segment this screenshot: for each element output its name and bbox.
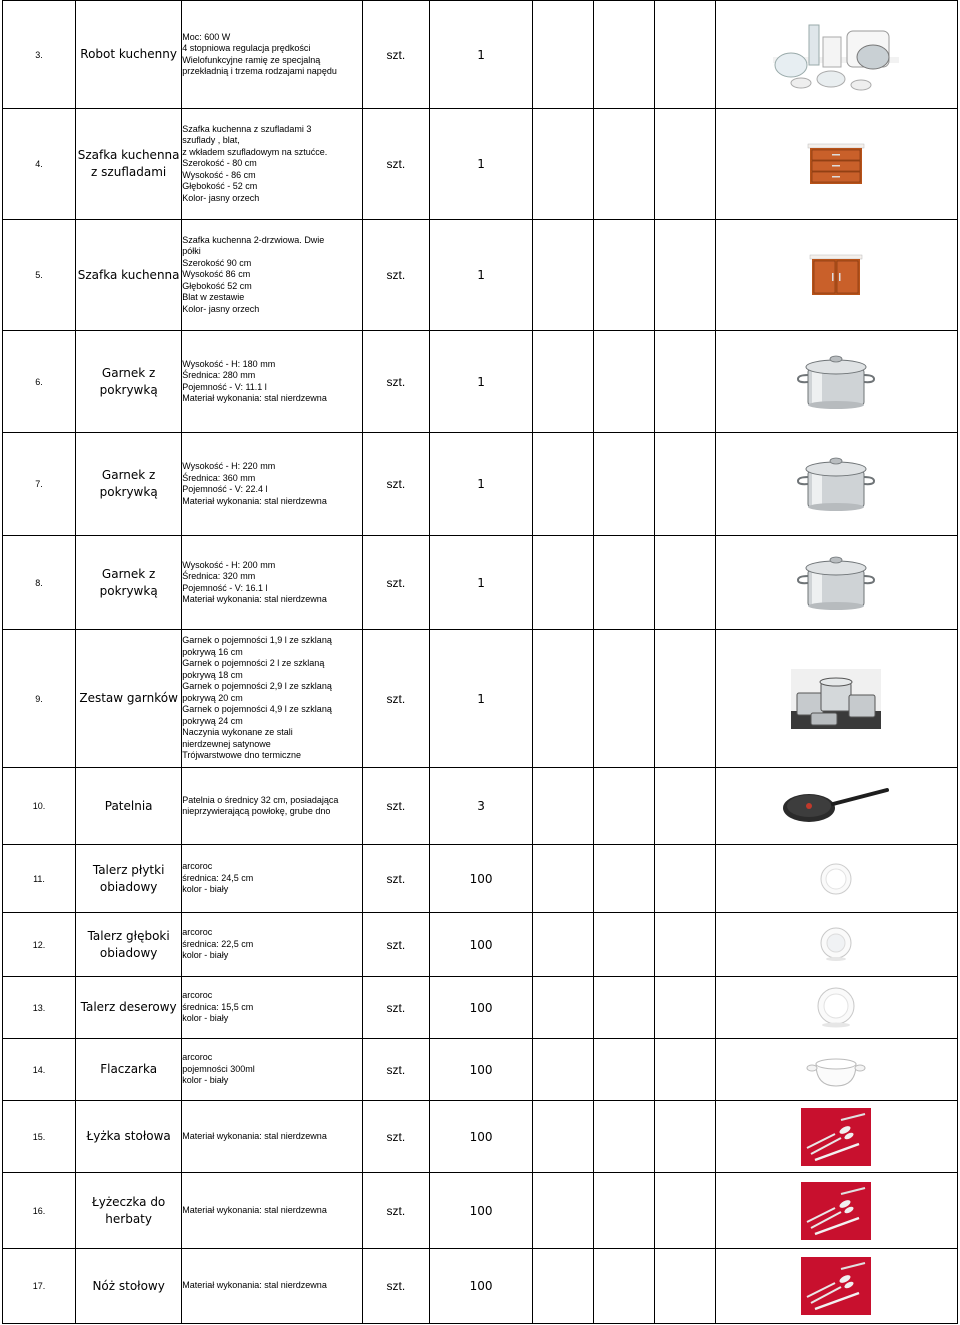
empty-cell: [533, 913, 594, 977]
item-quantity: 100: [430, 1249, 533, 1324]
description-line: Wysokość - H: 200 mm: [182, 559, 276, 570]
item-number: 17.: [3, 1249, 76, 1324]
description-line: 4 stopniowa regulacja prędkości: [182, 43, 311, 53]
item-number: 12.: [3, 913, 76, 977]
description-line: Materiał wykonania: stal nierdzewna: [182, 1130, 327, 1141]
description-line: Średnica: 360 mm: [182, 472, 256, 483]
empty-cell: [533, 1101, 594, 1173]
empty-cell: [533, 768, 594, 845]
empty-cell: [533, 845, 594, 913]
description-line: Garnek o pojemności 2 l ze szklaną: [182, 658, 325, 669]
pot-icon: [794, 353, 878, 411]
item-number: 6.: [3, 331, 76, 433]
description-line: pokrywą 18 cm: [182, 669, 243, 680]
description-line: Materiał wykonania: stal nierdzewna: [182, 1280, 327, 1291]
item-image: [715, 1249, 957, 1324]
item-name: Łyżeczka do herbaty: [76, 1173, 182, 1249]
empty-cell: [654, 331, 715, 433]
item-number: 3.: [3, 1, 76, 109]
cutlery-icon: [801, 1257, 871, 1315]
empty-cell: [593, 536, 654, 630]
item-unit: szt.: [362, 913, 430, 977]
description-line: Garnek o pojemności 4,9 l ze szklaną: [182, 704, 332, 715]
item-unit: szt.: [362, 220, 430, 331]
empty-cell: [533, 1173, 594, 1249]
food-processor-icon: [771, 17, 901, 93]
item-unit: szt.: [362, 845, 430, 913]
table-row: [3, 977, 958, 1039]
description-line: Wysokość 86 cm: [182, 269, 251, 280]
item-name: Szafka kuchenna z szufladami: [76, 109, 182, 220]
description-line: nieprzywierającą powłokę, grube dno: [182, 806, 331, 816]
empty-cell: [654, 913, 715, 977]
item-description: [182, 1249, 362, 1324]
empty-cell: [533, 331, 594, 433]
pot-set-icon: [791, 669, 881, 729]
item-quantity: 1: [430, 536, 533, 630]
description-line: kolor - biały: [182, 950, 229, 961]
empty-cell: [533, 536, 594, 630]
item-unit: szt.: [362, 109, 430, 220]
table-row: [3, 1, 958, 109]
empty-cell: [593, 220, 654, 331]
empty-cell: [654, 1, 715, 109]
item-image: [715, 433, 957, 536]
item-name: Patelnia: [76, 768, 182, 845]
item-quantity: 1: [430, 630, 533, 768]
flat-plate-icon: [819, 862, 853, 896]
item-name: Garnek z pokrywką: [76, 433, 182, 536]
description-line: Głębokość 52 cm: [182, 280, 252, 291]
table-row: [3, 331, 958, 433]
description-line: Trójwarstwowe dno termiczne: [182, 750, 301, 761]
cutlery-icon: [801, 1108, 871, 1166]
description-line: Garnek o pojemności 1,9 l ze szklaną: [182, 635, 332, 646]
item-description: [182, 109, 362, 220]
item-description: [182, 913, 362, 977]
item-number: 8.: [3, 536, 76, 630]
description-line: arcoroc: [182, 927, 213, 938]
item-unit: szt.: [362, 1249, 430, 1324]
item-image: [715, 1173, 957, 1249]
item-unit: szt.: [362, 1101, 430, 1173]
item-unit: szt.: [362, 768, 430, 845]
table-row: [3, 630, 958, 768]
item-unit: szt.: [362, 977, 430, 1039]
item-image: [715, 977, 957, 1039]
item-image: [715, 1, 957, 109]
item-quantity: 100: [430, 1173, 533, 1249]
item-number: 16.: [3, 1173, 76, 1249]
description-line: Materiał wykonania: stal nierdzewna: [182, 1204, 327, 1215]
empty-cell: [593, 109, 654, 220]
empty-cell: [593, 433, 654, 536]
description-line: Pojemność - V: 11.1 l: [182, 381, 267, 392]
cutlery-icon: [801, 1182, 871, 1240]
description-line: Materiał wykonania: stal nierdzewna: [182, 393, 327, 403]
table-row: [3, 109, 958, 220]
item-name: Zestaw garnków: [76, 630, 182, 768]
description-line: pokrywą 16 cm: [182, 646, 243, 657]
description-line: arcoroc: [182, 990, 213, 1001]
item-image: [715, 536, 957, 630]
item-name: Robot kuchenny: [76, 1, 182, 109]
item-unit: szt.: [362, 630, 430, 768]
item-description: [182, 536, 362, 630]
item-image: [715, 1101, 957, 1173]
description-line: z wkładem szufladowym na sztućce.: [182, 146, 328, 157]
item-unit: szt.: [362, 1039, 430, 1101]
soup-bowl-icon: [806, 1050, 866, 1090]
item-image: [715, 331, 957, 433]
table-row: [3, 1173, 958, 1249]
item-description: [182, 768, 362, 845]
item-image: [715, 768, 957, 845]
description-line: Moc: 600 W: [182, 31, 231, 42]
description-line: średnica: 15,5 cm: [182, 1001, 254, 1012]
empty-cell: [593, 768, 654, 845]
item-image: [715, 913, 957, 977]
empty-cell: [654, 220, 715, 331]
item-name: Talerz płytki obiadowy: [76, 845, 182, 913]
description-line: pokrywą 24 cm: [182, 715, 243, 726]
description-line: Materiał wykonania: stal nierdzewna: [182, 495, 327, 506]
empty-cell: [593, 1173, 654, 1249]
item-number: 15.: [3, 1101, 76, 1173]
item-image: [715, 220, 957, 331]
table-row: [3, 433, 958, 536]
item-unit: szt.: [362, 1173, 430, 1249]
empty-cell: [533, 1249, 594, 1324]
item-quantity: 100: [430, 1101, 533, 1173]
empty-cell: [593, 1249, 654, 1324]
description-line: średnica: 24,5 cm: [182, 872, 254, 883]
item-number: 11.: [3, 845, 76, 913]
description-line: Wysokość - H: 220 mm: [182, 461, 276, 471]
item-number: 10.: [3, 768, 76, 845]
description-line: Garnek o pojemności 2,9 l ze szklaną: [182, 681, 332, 692]
description-line: Pojemność - V: 22.4 l: [182, 484, 268, 494]
empty-cell: [654, 1039, 715, 1101]
table-row: [3, 1101, 958, 1173]
description-line: arcoroc: [182, 861, 213, 872]
table-row: [3, 1039, 958, 1101]
empty-cell: [533, 433, 594, 536]
description-line: pokrywą 20 cm: [182, 692, 243, 703]
description-line: szuflady , blat,: [182, 135, 240, 146]
item-number: 9.: [3, 630, 76, 768]
description-line: Naczynia wykonane ze stali: [182, 727, 293, 738]
item-number: 7.: [3, 433, 76, 536]
description-line: półki: [182, 246, 201, 257]
empty-cell: [593, 1039, 654, 1101]
item-image: [715, 630, 957, 768]
description-line: pojemności 300ml: [182, 1063, 255, 1074]
door-cabinet-icon: [808, 253, 864, 297]
empty-cell: [654, 1101, 715, 1173]
item-description: [182, 1039, 362, 1101]
empty-cell: [654, 433, 715, 536]
table-row: [3, 913, 958, 977]
empty-cell: [593, 331, 654, 433]
description-line: Szafka kuchenna z szufladami 3: [182, 123, 312, 134]
description-line: Średnica: 320 mm: [182, 571, 256, 581]
item-quantity: 100: [430, 977, 533, 1039]
pot-icon: [794, 455, 878, 513]
frying-pan-icon: [781, 786, 891, 826]
description-line: Szerokość 90 cm: [182, 257, 252, 268]
item-unit: szt.: [362, 433, 430, 536]
item-unit: szt.: [362, 1, 430, 109]
item-number: 5.: [3, 220, 76, 331]
deep-plate-icon: [818, 927, 854, 963]
item-unit: szt.: [362, 536, 430, 630]
empty-cell: [593, 1101, 654, 1173]
description-line: arcoroc: [182, 1052, 213, 1063]
description-line: Materiał wykonania: stal nierdzewna: [182, 594, 327, 604]
item-name: Garnek z pokrywką: [76, 331, 182, 433]
table-row: [3, 220, 958, 331]
table-row: [3, 536, 958, 630]
description-line: Wielofunkcyjne ramię ze specjalną: [182, 54, 321, 65]
description-line: Pojemność - V: 16.1 l: [182, 582, 268, 593]
item-quantity: 1: [430, 433, 533, 536]
item-description: [182, 1101, 362, 1173]
description-line: Szerokość - 80 cm: [182, 158, 257, 169]
item-number: 4.: [3, 109, 76, 220]
item-quantity: 3: [430, 768, 533, 845]
item-description: [182, 977, 362, 1039]
item-image: [715, 845, 957, 913]
description-line: kolor - biały: [182, 1013, 229, 1024]
item-name: Łyżka stołowa: [76, 1101, 182, 1173]
dessert-plate-icon: [814, 987, 858, 1029]
item-number: 13.: [3, 977, 76, 1039]
item-quantity: 100: [430, 1039, 533, 1101]
item-description: [182, 1173, 362, 1249]
empty-cell: [654, 109, 715, 220]
table-row: [3, 1249, 958, 1324]
empty-cell: [593, 977, 654, 1039]
item-name: Talerz głęboki obiadowy: [76, 913, 182, 977]
item-description: [182, 433, 362, 536]
item-quantity: 100: [430, 845, 533, 913]
item-quantity: 100: [430, 913, 533, 977]
description-line: Głębokość - 52 cm: [182, 181, 258, 192]
item-number: 14.: [3, 1039, 76, 1101]
item-description: [182, 630, 362, 768]
empty-cell: [533, 1, 594, 109]
empty-cell: [533, 977, 594, 1039]
item-quantity: 1: [430, 1, 533, 109]
description-line: Szafka kuchenna 2-drzwiowa. Dwie: [182, 234, 325, 245]
empty-cell: [654, 768, 715, 845]
item-description: [182, 845, 362, 913]
item-description: [182, 331, 362, 433]
description-line: Wysokość - H: 180 mm: [182, 358, 276, 369]
item-quantity: 1: [430, 220, 533, 331]
empty-cell: [533, 630, 594, 768]
item-name: Nóż stołowy: [76, 1249, 182, 1324]
item-description: [182, 220, 362, 331]
item-unit: szt.: [362, 331, 430, 433]
pot-icon: [794, 554, 878, 612]
empty-cell: [533, 1039, 594, 1101]
empty-cell: [654, 1249, 715, 1324]
item-name: Garnek z pokrywką: [76, 536, 182, 630]
items-table: [2, 0, 958, 1324]
table-row: [3, 845, 958, 913]
item-image: [715, 109, 957, 220]
description-line: nierdzewnej satynowe: [182, 738, 271, 749]
item-quantity: 1: [430, 109, 533, 220]
empty-cell: [654, 536, 715, 630]
description-line: Kolor- jasny orzech: [182, 192, 260, 203]
empty-cell: [533, 109, 594, 220]
item-description: [182, 1, 362, 109]
empty-cell: [654, 845, 715, 913]
drawer-cabinet-icon: [806, 142, 866, 186]
table-row: [3, 768, 958, 845]
item-name: Szafka kuchenna: [76, 220, 182, 331]
description-line: przekładnią i trzema rodzajami napędu: [182, 66, 337, 76]
description-line: kolor - biały: [182, 1075, 229, 1086]
empty-cell: [593, 630, 654, 768]
empty-cell: [654, 1173, 715, 1249]
item-name: Flaczarka: [76, 1039, 182, 1101]
empty-cell: [593, 913, 654, 977]
item-quantity: 1: [430, 331, 533, 433]
empty-cell: [593, 845, 654, 913]
description-line: Patelnia o średnicy 32 cm, posiadająca: [182, 794, 339, 805]
description-line: Kolor- jasny orzech: [182, 303, 260, 314]
description-line: średnica: 22,5 cm: [182, 938, 254, 949]
empty-cell: [654, 630, 715, 768]
items-table-body: [3, 1, 958, 1324]
description-line: Wysokość - 86 cm: [182, 169, 256, 180]
empty-cell: [593, 1, 654, 109]
description-line: kolor - biały: [182, 884, 229, 895]
empty-cell: [533, 220, 594, 331]
description-line: Średnica: 280 mm: [182, 370, 256, 380]
description-line: Blat w zestawie: [182, 292, 245, 303]
item-name: Talerz deserowy: [76, 977, 182, 1039]
item-image: [715, 1039, 957, 1101]
empty-cell: [654, 977, 715, 1039]
